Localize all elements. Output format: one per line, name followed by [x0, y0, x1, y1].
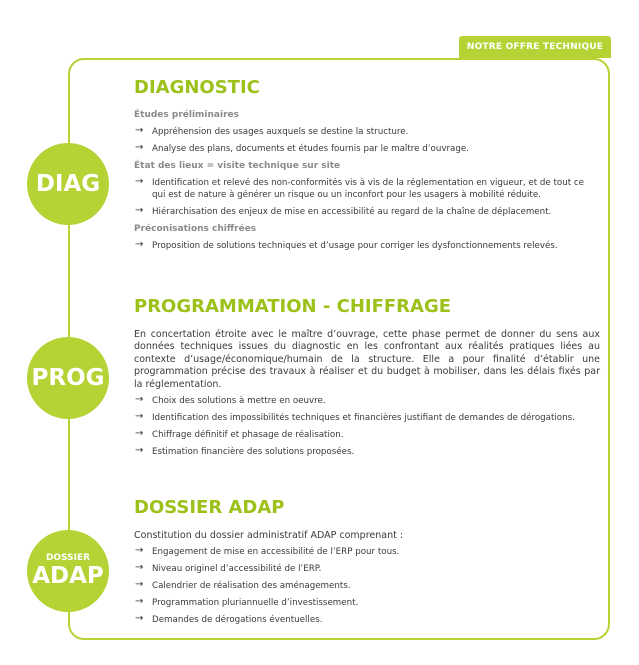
bullet-list — [134, 177, 600, 218]
arrow-right-icon: → — [135, 545, 144, 557]
list-item — [134, 614, 600, 626]
section-title: DOSSIER ADAP — [134, 497, 285, 518]
bullet-list — [134, 546, 600, 626]
programmation-section — [134, 297, 600, 464]
list-item-text: Programmation pluriannuelle d’investissement. — [152, 598, 359, 609]
list-item-text: Analyse des plans, documents et études fournis par le maître d’ouvrage. — [152, 143, 469, 154]
arrow-right-icon: → — [135, 613, 144, 625]
list-item — [134, 240, 600, 252]
arrow-right-icon: → — [135, 596, 144, 608]
adap-circle-badge — [27, 530, 109, 612]
list-item-text: Engagement de mise en accessibilité de l’ERP pour tous. — [152, 547, 400, 558]
list-item — [134, 206, 600, 218]
list-item — [134, 546, 600, 558]
prog-circle-label: PROG — [31, 364, 105, 391]
list-item — [134, 412, 600, 424]
arrow-right-icon: → — [135, 428, 144, 440]
adap-circle-sublabel: DOSSIER — [45, 553, 91, 563]
group-subtitle: Préconisations chiffrées — [134, 223, 257, 234]
list-item-text: Demandes de dérogations éventuelles. — [152, 615, 323, 626]
arrow-right-icon: → — [135, 238, 144, 250]
group-subtitle: Études préliminaires — [134, 109, 239, 120]
list-item-text: Identification des impossibilités techniques et financières justifiant de demandes de dérogations. — [152, 413, 575, 424]
list-item-text: Appréhension des usages auxquels se destine la structure. — [152, 126, 409, 137]
arrow-right-icon: → — [135, 175, 144, 187]
group-subtitle: État des lieux = visite technique sur site — [134, 160, 341, 171]
list-item — [134, 429, 600, 441]
section-title: DIAGNOSTIC — [134, 77, 260, 98]
list-item — [134, 143, 600, 155]
list-item-text: Hiérarchisation des enjeux de mise en accessibilité au regard de la chaîne de déplacement. — [152, 206, 552, 217]
section-intro: En concertation étroite avec le maître d’ouvrage, cette phase permet de donner du sens aux données techniques issues du diagnostic en les confrontant aux réalités pratiques liées au contexte d’usage/économique/humain de la structure. Elle a pour finalité d’établir une programmation précise des travaux à réaliser et du budget à mobiliser, dans les délais fixés par la réglementation. — [134, 328, 600, 390]
arrow-right-icon: → — [135, 411, 144, 423]
list-item-text: Niveau originel d’accessibilité de l’ERP. — [152, 564, 322, 575]
offer-tag: NOTRE OFFRE TECHNIQUE — [459, 36, 611, 58]
prog-circle-badge — [27, 337, 109, 419]
list-item — [134, 446, 600, 458]
arrow-right-icon: → — [135, 394, 144, 406]
list-item — [134, 597, 600, 609]
list-item-text: Proposition de solutions techniques et d’usage pour corriger les dysfonctionnements relevés. — [152, 240, 558, 251]
section-title: PROGRAMMATION - CHIFFRAGE — [134, 296, 452, 317]
list-item — [134, 126, 600, 138]
arrow-right-icon: → — [135, 124, 144, 136]
list-item-text: Choix des solutions à mettre en oeuvre. — [152, 396, 326, 407]
list-item — [134, 177, 600, 201]
list-item-text: Identification et relevé des non-conformités vis à vis de la réglementation en vigueur, et de tout ce qui est de nature à générer un risque ou un inconfort pour les usagers à mobilité réduite. — [152, 177, 584, 200]
arrow-right-icon: → — [135, 141, 144, 153]
list-item-text: Calendrier de réalisation des aménagements. — [152, 581, 351, 592]
list-item — [134, 580, 600, 592]
diagnostic-section — [134, 78, 600, 258]
bullet-list — [134, 126, 600, 155]
arrow-right-icon: → — [135, 445, 144, 457]
list-item — [134, 563, 600, 575]
dossier-adap-section — [134, 498, 600, 632]
diag-circle-label: DIAG — [35, 170, 101, 197]
section-intro: Constitution du dossier administratif ADAP comprenant : — [134, 529, 404, 541]
list-item — [134, 395, 600, 407]
arrow-right-icon: → — [135, 204, 144, 216]
arrow-right-icon: → — [135, 579, 144, 591]
list-item-text: Chiffrage définitif et phasage de réalisation. — [152, 430, 344, 441]
adap-circle-label: ADAP — [32, 563, 104, 589]
diag-circle-badge — [27, 143, 109, 225]
list-item-text: Estimation financière des solutions proposées. — [152, 447, 355, 458]
bullet-list — [134, 395, 600, 458]
bullet-list — [134, 240, 600, 252]
arrow-right-icon: → — [135, 562, 144, 574]
